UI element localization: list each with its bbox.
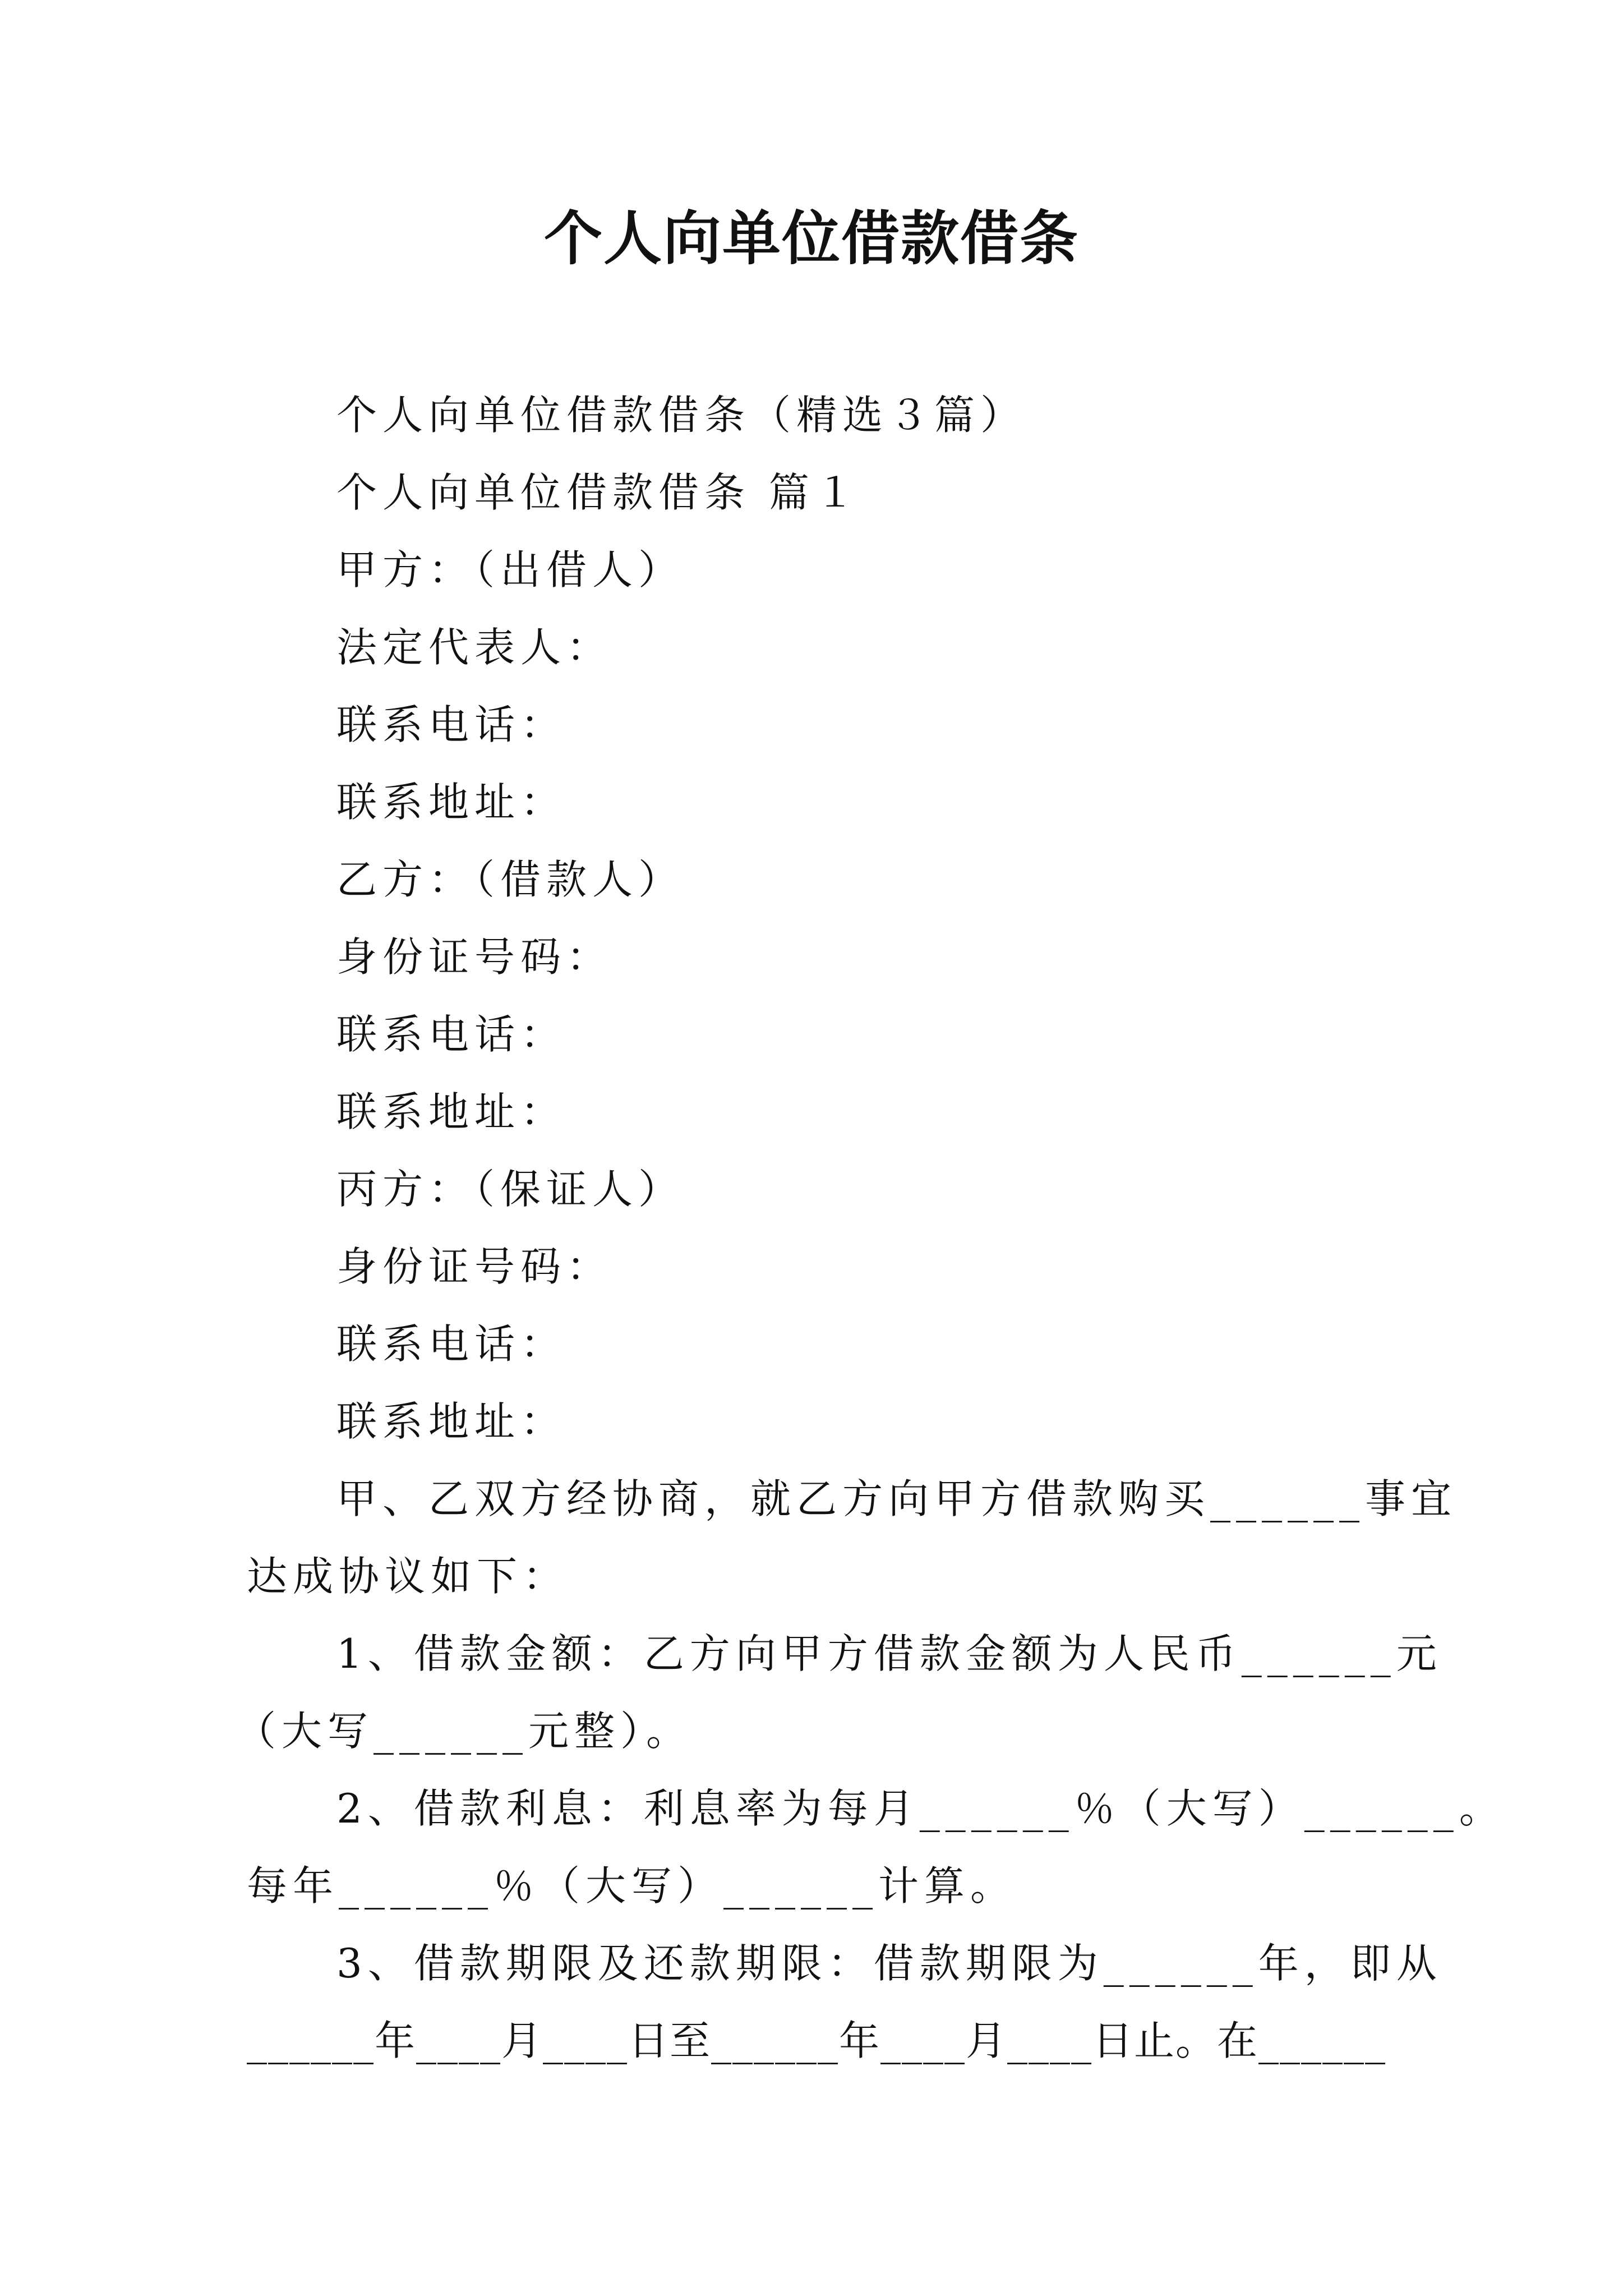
section-heading: 个人向单位借款借条 篇１ bbox=[336, 469, 861, 516]
loan-interest-line1: 2、借款利息：利息率为每月______％（大写）______。 bbox=[336, 1785, 1505, 1832]
legal-representative-label: 法定代表人： bbox=[336, 624, 613, 671]
party-b-label: 乙方：（借款人） bbox=[336, 856, 685, 903]
party-c-label: 丙方：（保证人） bbox=[336, 1166, 685, 1213]
loan-term-line2: ______年____月____日至______年____月____日止。在______ bbox=[247, 2017, 1387, 2064]
party-a-phone-label: 联系电话： bbox=[336, 701, 567, 748]
party-a-address-label: 联系地址： bbox=[336, 779, 567, 826]
loan-amount-line1: 1、借款金额：乙方向甲方借款金额为人民币______元 bbox=[336, 1630, 1442, 1677]
loan-interest-line2: 每年______％（大写）______计算。 bbox=[247, 1862, 1017, 1910]
loan-term-line1: 3、借款期限及还款期限：借款期限为______年，即从 bbox=[336, 1940, 1442, 1987]
agreement-intro-line2: 达成协议如下： bbox=[247, 1553, 569, 1600]
party-b-id-label: 身份证号码： bbox=[336, 933, 613, 981]
party-b-address-label: 联系地址： bbox=[336, 1088, 567, 1135]
document-title: 个人向单位借款借条 bbox=[543, 204, 1079, 273]
party-c-phone-label: 联系电话： bbox=[336, 1320, 567, 1368]
party-b-phone-label: 联系电话： bbox=[336, 1011, 567, 1058]
party-c-id-label: 身份证号码： bbox=[336, 1243, 613, 1290]
party-c-address-label: 联系地址： bbox=[336, 1398, 567, 1445]
loan-amount-line2: （大写______元整）。 bbox=[236, 1708, 693, 1755]
subtitle-line: 个人向单位借款借条（精选３篇） bbox=[336, 392, 1027, 439]
party-a-label: 甲方：（出借人） bbox=[336, 546, 685, 593]
agreement-intro-line1: 甲、乙双方经协商，就乙方向甲方借款购买______事宜 bbox=[336, 1475, 1458, 1522]
